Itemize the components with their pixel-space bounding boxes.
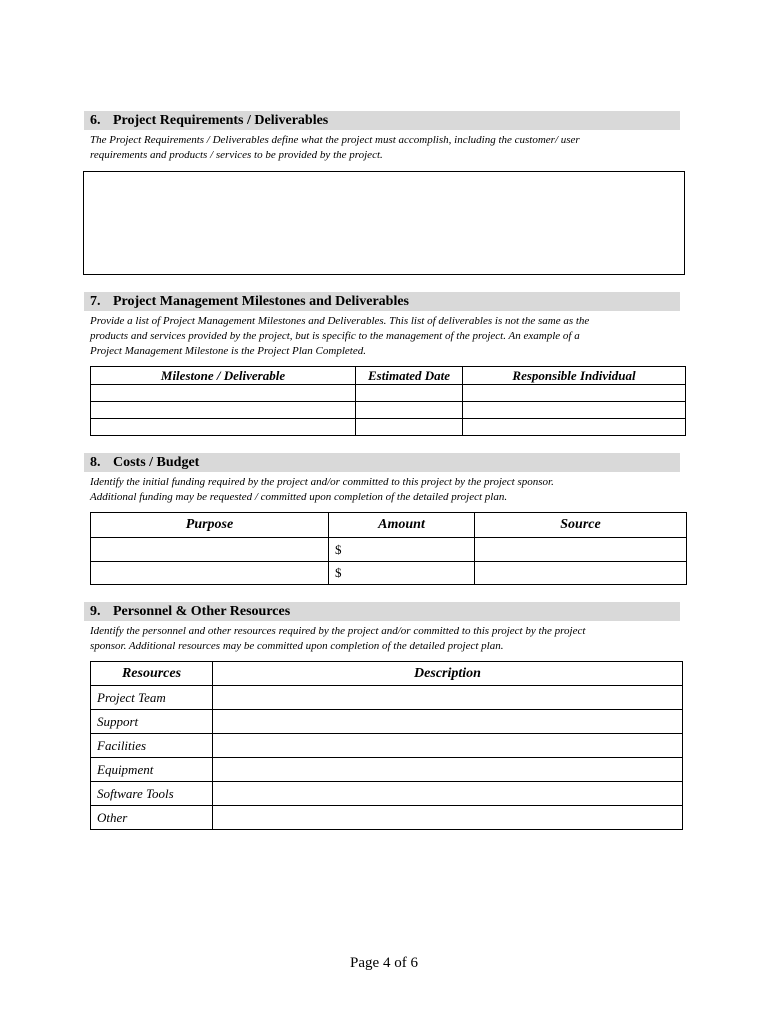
section-8-title: Costs / Budget: [113, 455, 200, 470]
resource-label: Facilities: [91, 734, 213, 758]
section-9-title: Personnel & Other Resources: [113, 604, 291, 619]
section-9-description: [90, 624, 690, 654]
milestone-cell[interactable]: [91, 402, 356, 419]
table-row: [91, 806, 683, 830]
responsible-cell[interactable]: [463, 402, 686, 419]
section-8-heading: [84, 453, 680, 472]
description-cell[interactable]: [213, 710, 683, 734]
budget-table: [90, 512, 687, 585]
requirements-text-box[interactable]: [83, 171, 685, 275]
section-8-description: [90, 475, 690, 505]
table-row: [91, 562, 687, 585]
table-row: [91, 758, 683, 782]
table-header-row: [91, 367, 686, 385]
responsible-cell[interactable]: [463, 419, 686, 436]
table-row: [91, 419, 686, 436]
description-line: Additional funding may be requested / committed upon completion of the detailed project plan.: [90, 491, 508, 503]
description-line: sponsor. Additional resources may be committed upon completion of the detailed project plan.: [90, 640, 504, 652]
page-number: Page 4 of 6: [350, 955, 418, 971]
resource-label: Other: [91, 806, 213, 830]
estimated-date-column-header: Estimated Date: [356, 367, 463, 385]
milestone-cell[interactable]: [91, 419, 356, 436]
amount-cell[interactable]: $: [329, 538, 475, 562]
resources-table: [90, 661, 683, 830]
section-8-number: 8.: [90, 455, 101, 470]
description-cell[interactable]: [213, 734, 683, 758]
resource-label: Software Tools: [91, 782, 213, 806]
amount-cell[interactable]: $: [329, 562, 475, 585]
description-line: Identify the personnel and other resources required by the project and/or committed to this project by the project: [90, 625, 586, 637]
purpose-column-header: Purpose: [91, 513, 329, 538]
section-6-heading: [84, 111, 680, 130]
table-header-row: [91, 662, 683, 686]
resource-label: Equipment: [91, 758, 213, 782]
description-line: requirements and products / services to be provided by the project.: [90, 149, 383, 161]
date-cell[interactable]: [356, 419, 463, 436]
source-column-header: Source: [475, 513, 687, 538]
section-6-number: 6.: [90, 113, 101, 128]
table-row: [91, 686, 683, 710]
description-line: products and services provided by the project, but is specific to the management of the project. An example of a: [90, 330, 580, 342]
section-7-title: Project Management Milestones and Deliverables: [113, 294, 410, 309]
resource-label: Support: [91, 710, 213, 734]
description-line: Project Management Milestone is the Project Plan Completed.: [90, 345, 366, 357]
resources-column-header: Resources: [91, 662, 213, 686]
date-cell[interactable]: [356, 385, 463, 402]
date-cell[interactable]: [356, 402, 463, 419]
section-6-description: [90, 133, 690, 163]
section-7-number: 7.: [90, 294, 101, 309]
description-cell[interactable]: [213, 686, 683, 710]
resource-label: Project Team: [91, 686, 213, 710]
table-row: [91, 385, 686, 402]
milestone-cell[interactable]: [91, 385, 356, 402]
purpose-cell[interactable]: [91, 538, 329, 562]
source-cell[interactable]: [475, 538, 687, 562]
source-cell[interactable]: [475, 562, 687, 585]
description-line: The Project Requirements / Deliverables define what the project must accomplish, including the customer/ user: [90, 134, 580, 146]
responsible-individual-column-header: Responsible Individual: [463, 367, 686, 385]
section-9-number: 9.: [90, 604, 101, 619]
section-7-heading: [84, 292, 680, 311]
description-cell[interactable]: [213, 782, 683, 806]
responsible-cell[interactable]: [463, 385, 686, 402]
table-header-row: [91, 513, 687, 538]
table-row: [91, 782, 683, 806]
section-7-description: [90, 314, 690, 359]
description-line: Provide a list of Project Management Milestones and Deliverables. This list of deliverables is not the same as the: [90, 315, 590, 327]
description-cell[interactable]: [213, 758, 683, 782]
description-cell[interactable]: [213, 806, 683, 830]
amount-column-header: Amount: [329, 513, 475, 538]
table-row: [91, 402, 686, 419]
section-6-title: Project Requirements / Deliverables: [113, 113, 329, 128]
table-row: [91, 734, 683, 758]
section-9-heading: [84, 602, 680, 621]
table-row: [91, 538, 687, 562]
milestone-column-header: Milestone / Deliverable: [91, 367, 356, 385]
description-line: Identify the initial funding required by the project and/or committed to this project by the project sponsor.: [90, 476, 554, 488]
milestones-table: [90, 366, 686, 436]
purpose-cell[interactable]: [91, 562, 329, 585]
description-column-header: Description: [213, 662, 683, 686]
table-row: [91, 710, 683, 734]
